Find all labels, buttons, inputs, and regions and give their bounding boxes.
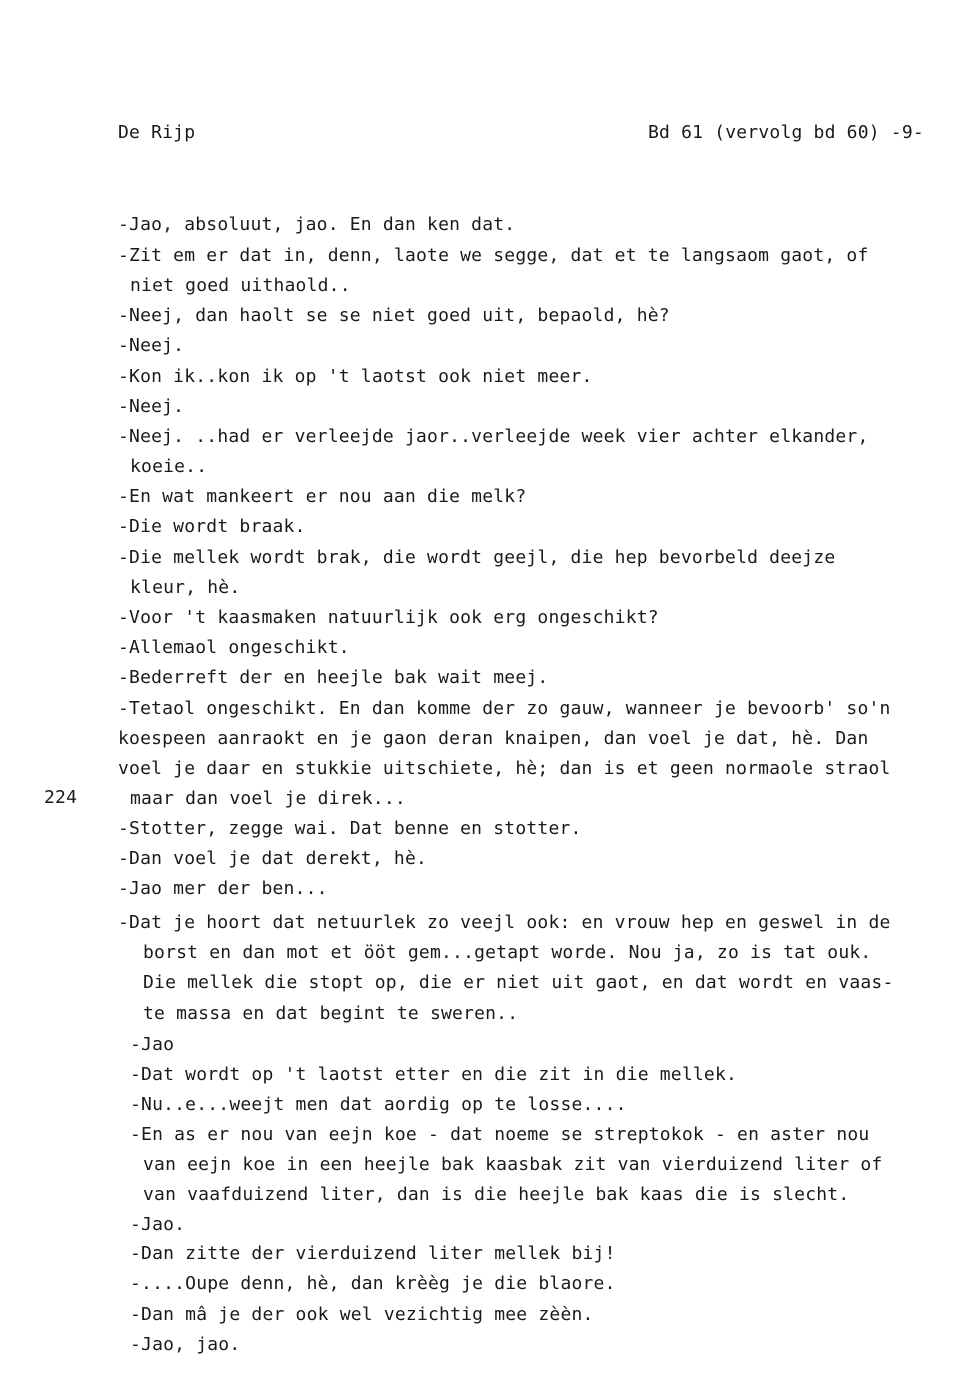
text-line: te massa en dat begint te sweren..: [143, 1003, 519, 1024]
text-line: -Neej.: [118, 335, 185, 356]
text-line: -Jao: [130, 1034, 175, 1055]
text-line: voel je daar en stukkie uitschiete, hè; dan is et geen normaole straol: [118, 758, 891, 779]
text-line: -Stotter, zegge wai. Dat benne en stotter.: [118, 818, 582, 839]
header-reference: Bd 61 (vervolg bd 60) -9-: [648, 122, 924, 143]
text-line: -Voor 't kaasmaken natuurlijk ook erg ongeschikt?: [118, 607, 659, 628]
text-line: -En as er nou van eejn koe - dat noeme se streptokok - en aster nou: [130, 1124, 870, 1145]
text-line: -Jao, jao.: [130, 1334, 241, 1355]
text-line: maar dan voel je direk...: [130, 788, 406, 809]
text-line: -Dat je hoort dat netuurlek zo veejl ook: en vrouw hep en geswel in de: [118, 912, 891, 933]
text-line: borst en dan mot et ööt gem...getapt worde. Nou ja, zo is tat ouk.: [143, 942, 872, 963]
text-line: -Tetaol ongeschikt. En dan komme der zo gauw, wanneer je bevoorb' so'n: [118, 698, 891, 719]
text-line: -Neej.: [118, 396, 185, 417]
header-location: De Rijp: [118, 122, 196, 143]
text-line: -Jao mer der ben...: [118, 878, 328, 899]
text-line: -Zit em er dat in, denn, laote we segge, dat et te langsaom gaot, of: [118, 245, 869, 266]
text-line: niet goed uithaold..: [130, 275, 351, 296]
text-line: -Neej. ..had er verleejde jaor..verleejde week vier achter elkander,: [118, 426, 869, 447]
text-line: van vaafduizend liter, dan is die heejle bak kaas die is slecht.: [143, 1184, 850, 1205]
text-line: kleur, hè.: [130, 577, 241, 598]
text-line: -Dan mâ je der ook wel vezichtig mee zèèn.: [130, 1304, 594, 1325]
margin-number: 224: [44, 787, 78, 808]
text-line: van eejn koe in een heejle bak kaasbak zit van vierduizend liter of: [143, 1154, 883, 1175]
text-line: -Jao.: [130, 1214, 186, 1235]
text-line: -Dan zitte der vierduizend liter mellek bij!: [130, 1243, 616, 1264]
text-line: koespeen aanraokt en je gaon deran knaipen, dan voel je dat, hè. Dan: [118, 728, 869, 749]
text-line: -Nu..e...weejt men dat aordig op te losse....: [130, 1094, 627, 1115]
text-line: -Allemaol ongeschikt.: [118, 637, 350, 658]
text-line: -Kon ik..kon ik op 't laotst ook niet meer.: [118, 366, 593, 387]
text-line: -Dan voel je dat derekt, hè.: [118, 848, 428, 869]
text-line: -Die wordt braak.: [118, 516, 306, 537]
text-line: Die mellek die stopt op, die er niet uit gaot, en dat wordt en vaas-: [143, 972, 894, 993]
text-line: -Jao, absoluut, jao. En dan ken dat.: [118, 214, 516, 235]
text-line: koeie..: [130, 456, 208, 477]
text-line: -....Oupe denn, hè, dan krèèg je die blaore.: [130, 1273, 616, 1294]
text-line: -Neej, dan haolt se se niet goed uit, bepaold, hè?: [118, 305, 670, 326]
text-line: -Dat wordt op 't laotst etter en die zit in die mellek.: [130, 1064, 738, 1085]
text-line: -Die mellek wordt brak, die wordt geejl, die hep bevorbeld deejze: [118, 547, 836, 568]
text-line: -Bederreft der en heejle bak wait meej.: [118, 667, 549, 688]
text-line: -En wat mankeert er nou aan die melk?: [118, 486, 527, 507]
